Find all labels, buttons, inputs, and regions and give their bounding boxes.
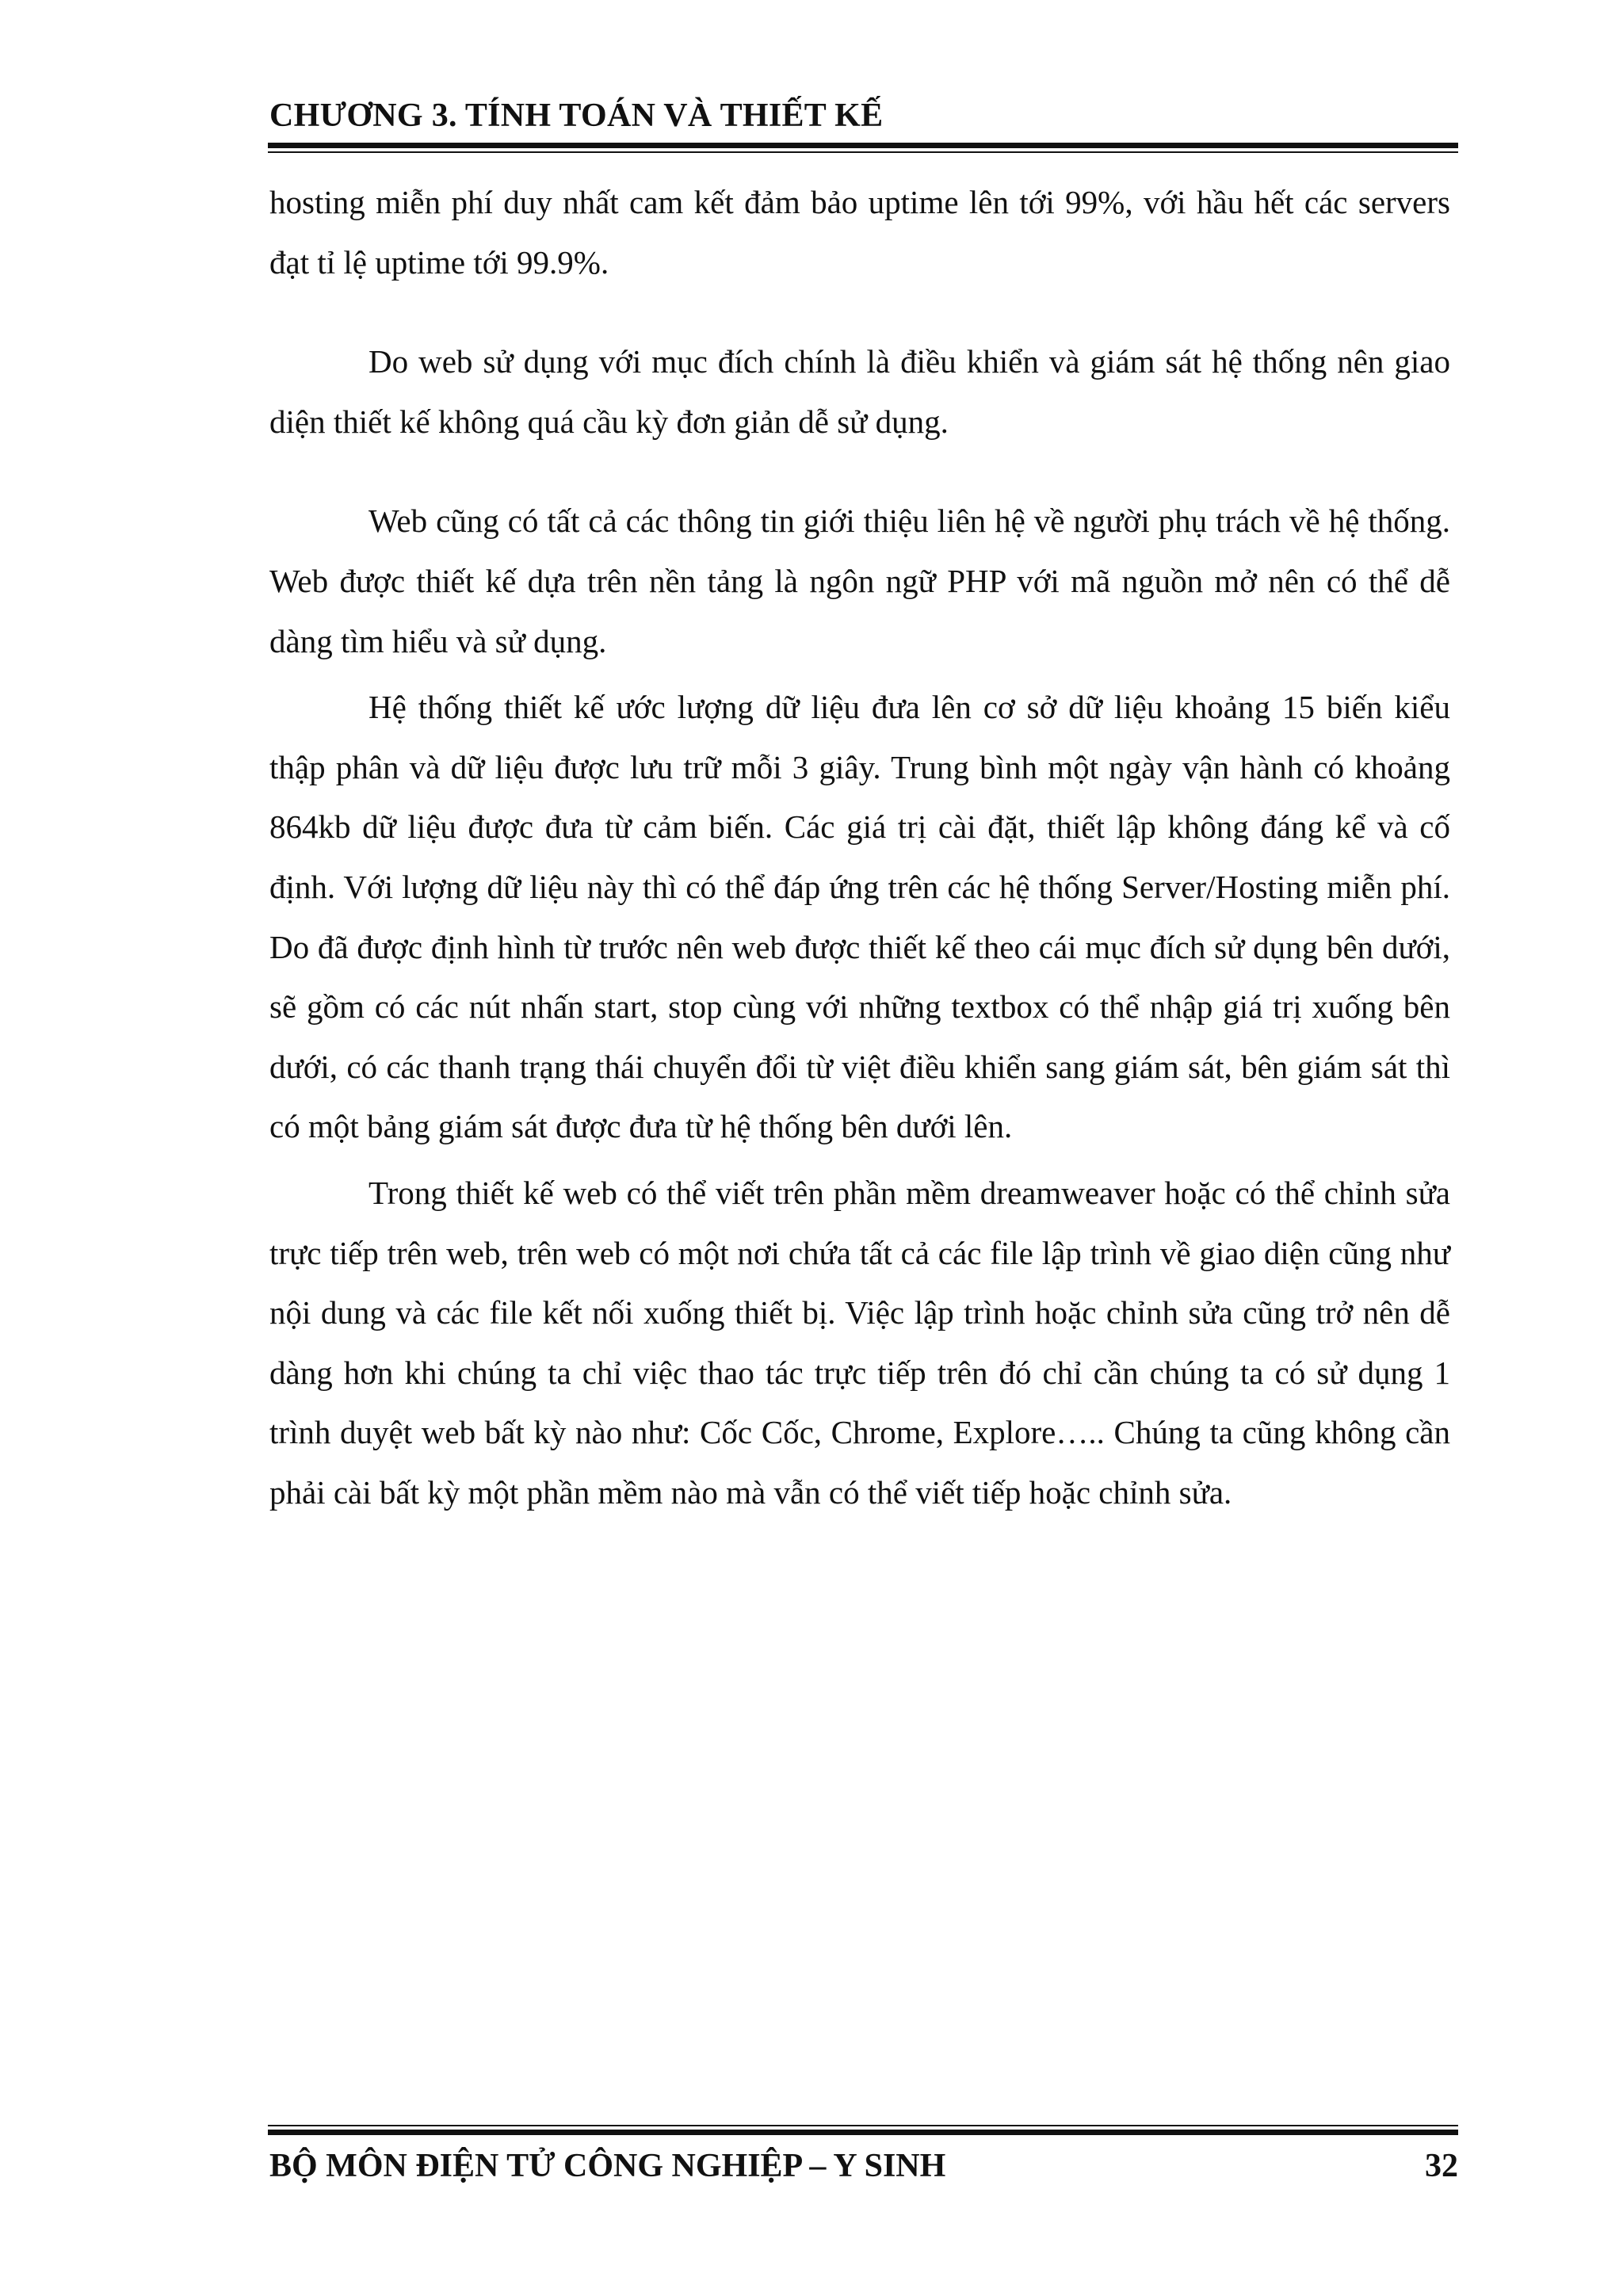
chapter-header: CHƯƠNG 3. TÍNH TOÁN VÀ THIẾT KẾ bbox=[269, 97, 884, 134]
page-number: 32 bbox=[1425, 2148, 1458, 2184]
body-text bbox=[269, 173, 1450, 1522]
department-name: BỘ MÔN ĐIỆN TỬ CÔNG NGHIỆP – Y SINH bbox=[269, 2148, 946, 2184]
paragraph: Trong thiết kế web có thể viết trên phần mềm dreamweaver hoặc có thể chỉnh sửa trực tiếp trên web, trên web có một nơi chứa tất cả các file lập trình về giao diện cũng như nội dung và các file kết nối xuống thiết bị. Việc lập trình hoặc chỉnh sửa cũng trở nên dễ dàng hơn khi chúng ta chỉ việc thao tác trực tiếp trên đó chỉ cần chúng ta có sử dụng 1 trình duyệt web bất kỳ nào như: Cốc Cốc, Chrome, Explore….. Chúng ta cũng không cần phải cài bất kỳ một phần mềm nào mà vẫn có thể viết tiếp hoặc chỉnh sửa. bbox=[269, 1174, 1450, 1511]
paragraph: Do web sử dụng với mục đích chính là điều khiển và giám sát hệ thống nên giao diện thiết kế không quá cầu kỳ đơn giản dễ sử dụng. bbox=[269, 343, 1450, 440]
footer-rule-thick bbox=[268, 2130, 1458, 2135]
header-rule-thick bbox=[268, 143, 1458, 148]
paragraph: Hệ thống thiết kế ước lượng dữ liệu đưa lên cơ sở dữ liệu khoảng 15 biến kiểu thập phân và dữ liệu được lưu trữ mỗi 3 giây. Trung bình một ngày vận hành có khoảng 864kb dữ liệu được đưa từ cảm biến. Các giá trị cài đặt, thiết lập không đáng kể và cố định. Với lượng dữ liệu này thì có thể đáp ứng trên các hệ thống Server/Hosting miễn phí. Do đã được định hình từ trước nên web được thiết kế theo cái mục đích sử dụng bên dưới, sẽ gồm có các nút nhấn start, stop cùng với những textbox có thể nhập giá trị xuống bên dưới, có các thanh trạng thái chuyển đổi từ việt điều khiển sang giám sát, bên giám sát thì có một bảng giám sát được đưa từ hệ thống bên dưới lên. bbox=[269, 689, 1450, 1145]
paragraph-continuation: hosting miễn phí duy nhất cam kết đảm bảo uptime lên tới 99%, với hầu hết các servers đạt tỉ lệ uptime tới 99.9%. bbox=[269, 184, 1450, 281]
header-rule-thin bbox=[268, 151, 1458, 153]
footer-rule-thin bbox=[268, 2125, 1458, 2126]
paragraph: Web cũng có tất cả các thông tin giới thiệu liên hệ về người phụ trách về hệ thống. Web được thiết kế dựa trên nền tảng là ngôn ngữ PHP với mã nguồn mở nên có thể dễ dàng tìm hiểu và sử dụng. bbox=[269, 502, 1450, 659]
